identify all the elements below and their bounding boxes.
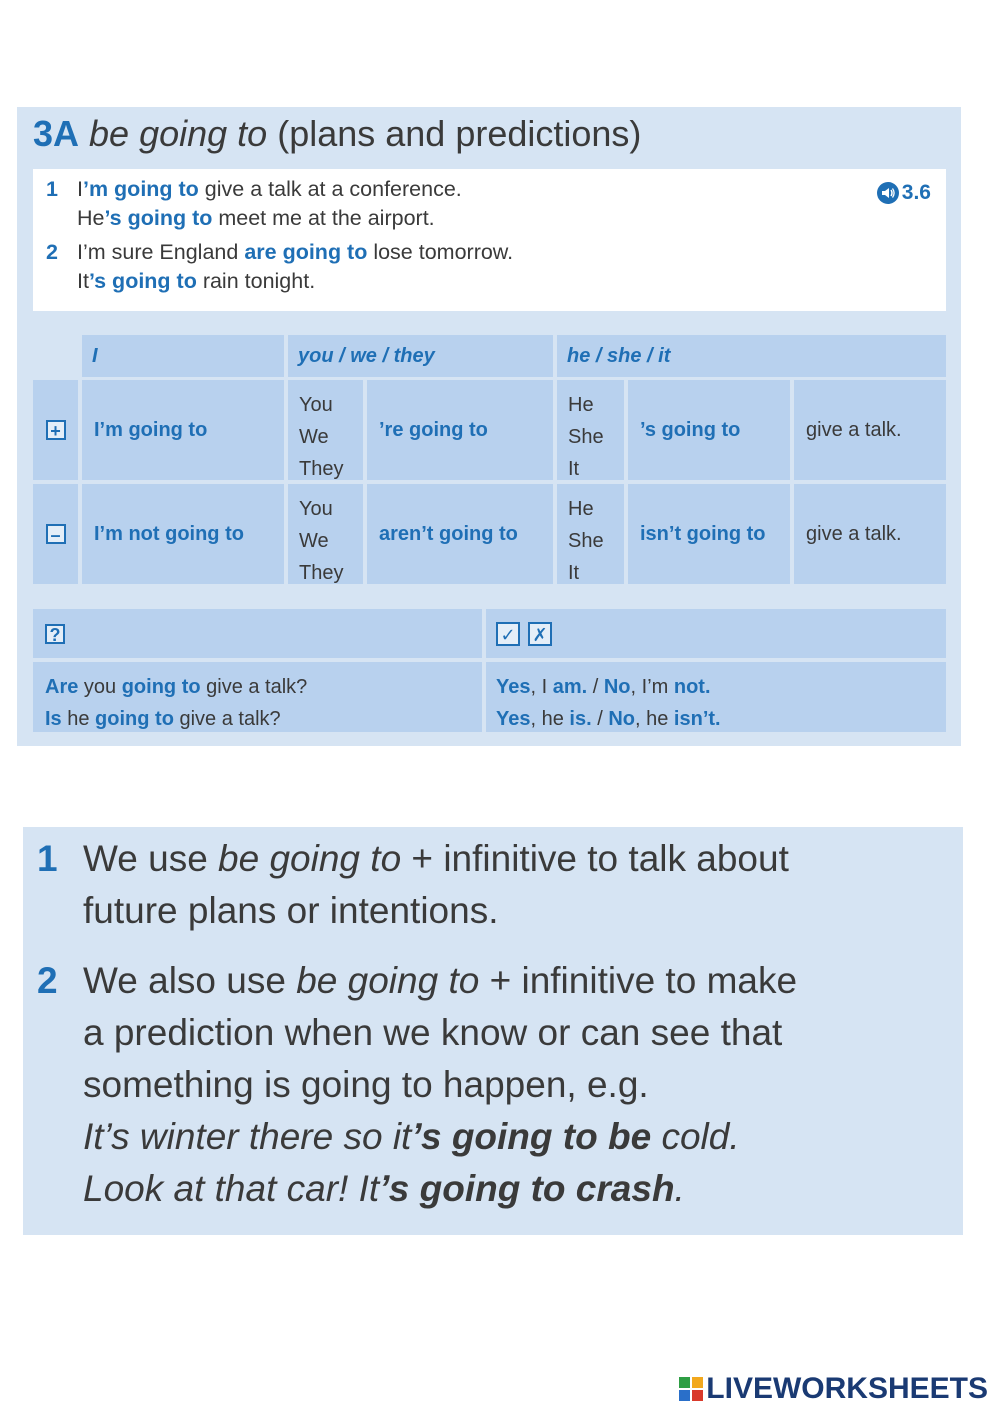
page-title: 3A be going to (plans and predictions) [33, 113, 642, 154]
positive-pronouns-singular: He She It [557, 380, 624, 480]
positive-pronouns-plural: You We They [288, 380, 363, 480]
grammar-panel [17, 107, 961, 746]
header-he-she-it: he / she / it [557, 335, 946, 377]
positive-plural-verb: ’re going to [367, 380, 553, 480]
positive-i: I’m going to [82, 380, 284, 480]
plus-icon: + [46, 420, 66, 440]
answer-header [486, 609, 946, 658]
minus-icon: – [46, 524, 66, 544]
examples-box: 3.6 1 I’m going to give a talk at a conference. He’s going to meet me at the airport. 2 I’m sure England are going to lose tomorrow. It’s going to rain tonight. [33, 169, 946, 311]
negative-pronouns-plural: You We They [288, 484, 363, 584]
check-icon: ✓ [496, 622, 520, 646]
answer-line: Yes, he is. / No, he isn’t. [496, 708, 721, 730]
question-examples [33, 662, 482, 732]
negative-pronouns-singular: He She It [557, 484, 624, 584]
audio-track-button[interactable]: 3.6 [877, 181, 931, 205]
question-line: Is he going to give a talk? [45, 708, 281, 730]
header-you-we-they: you / we / they [288, 335, 553, 377]
rule-2: 2 We also use be going to + infinitive to make a prediction when we know or can see that something is going to happen, e.g. It’s winter there so it’s going to be cold. Look at that car! It’s going to crash. [37, 955, 957, 1215]
negative-i: I’m not going to [82, 484, 284, 584]
question-icon: ? [45, 624, 65, 644]
positive-ending: give a talk. [794, 380, 946, 480]
cross-icon: ✗ [528, 622, 552, 646]
rule-1: 1 We use be going to + infinitive to talk about future plans or intentions. [37, 838, 789, 931]
header-i: I [82, 335, 284, 377]
answer-examples [486, 662, 946, 732]
example-sentence: It’s winter there so it’s going to be cold. [83, 1116, 740, 1157]
usage-rules-panel [23, 827, 963, 1235]
positive-singular-verb: ’s going to [628, 380, 790, 480]
question-header [33, 609, 482, 658]
negative-singular-verb: isn’t going to [628, 484, 790, 584]
negative-ending: give a talk. [794, 484, 946, 584]
speaker-icon [877, 182, 899, 204]
logo-icon [679, 1377, 703, 1401]
answer-line: Yes, I am. / No, I’m not. [496, 676, 711, 698]
negative-row-label [33, 484, 78, 584]
example-sentence: Look at that car! It’s going to crash. [83, 1168, 685, 1209]
liveworksheets-logo: LIVEWORKSHEETS [679, 1372, 988, 1406]
positive-row-label [33, 380, 78, 480]
negative-plural-verb: aren’t going to [367, 484, 553, 584]
question-line: Are you going to give a talk? [45, 676, 308, 698]
